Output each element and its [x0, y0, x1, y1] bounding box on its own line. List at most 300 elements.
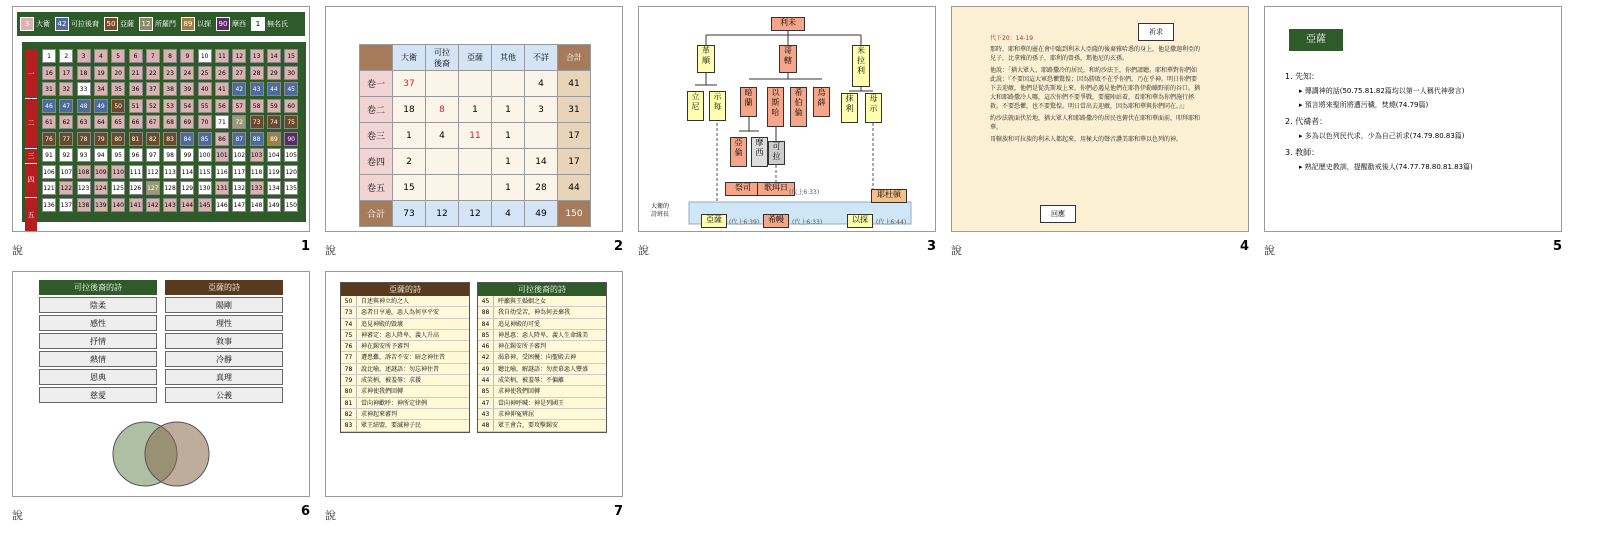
bullet-item: ▸ 多為以色列民代求，少為自己祈求(74.79.80.83篇)	[1299, 132, 1465, 140]
node-mahli: 抹 利	[841, 93, 858, 123]
table-cell: 41	[558, 71, 591, 97]
table-cell	[492, 71, 525, 97]
table-cell: 49	[525, 201, 558, 227]
psalm-cell: 129	[180, 181, 194, 195]
legend-swatch: 12	[139, 17, 153, 31]
legend-label: 無名氏	[267, 20, 288, 28]
psalm-cell: 46	[42, 99, 56, 113]
speaker-notes-icon[interactable]: 說	[12, 509, 23, 522]
psalm-cell: 20	[111, 66, 125, 80]
legend-label: 亞薩	[120, 20, 134, 28]
psalm-cell: 75	[284, 115, 298, 129]
slide-number: 3	[926, 239, 936, 254]
section-heading: 3. 教師：	[1285, 148, 1320, 157]
table-cell: 73	[393, 201, 426, 227]
psalm-cell: 92	[59, 148, 73, 162]
table-header-cell: 不詳	[525, 45, 558, 71]
psalm-cell: 21	[129, 66, 143, 80]
psalm-cell: 143	[163, 198, 177, 212]
psalm-cell: 116	[215, 165, 229, 179]
psalm-cell: 11	[215, 49, 229, 63]
psalm-cell: 24	[180, 66, 194, 80]
trait-item: 冷靜	[165, 351, 283, 367]
slide-5-canvas	[1264, 6, 1562, 232]
psalm-cell: 38	[163, 82, 177, 96]
psalm-cell: 121	[42, 181, 56, 195]
psalm-cell: 144	[180, 198, 194, 212]
table-cell: 150	[558, 201, 591, 227]
psalm-cell: 136	[42, 198, 56, 212]
table-header-cell	[360, 45, 393, 71]
psalm-cell: 149	[267, 198, 281, 212]
psalm-cell: 61	[42, 115, 56, 129]
table-cell	[459, 71, 492, 97]
psalm-cell: 35	[111, 82, 125, 96]
psalm-cell: 69	[180, 115, 194, 129]
psalm-cell: 89	[267, 132, 281, 146]
psalm-cell: 105	[284, 148, 298, 162]
psalm-cell: 132	[232, 181, 246, 195]
psalm-cell: 34	[94, 82, 108, 96]
psalm-cell: 146	[215, 198, 229, 212]
psalm-row: 48 眾王會合，要攻擊錫安	[478, 420, 606, 431]
table-cell: 卷二	[360, 97, 393, 123]
psalm-cell: 32	[59, 82, 73, 96]
psalm-cell: 10	[198, 49, 212, 63]
korah-psalms-column: 可拉後裔的詩 陰柔 感性 抒情 熱情 恩典 慈愛	[39, 280, 157, 403]
table-cell: 1	[492, 175, 525, 201]
psalm-cell: 125	[111, 181, 125, 195]
psalm-row: 76 神在錫安所予審判	[341, 341, 469, 352]
table-cell: 17	[558, 123, 591, 149]
psalm-row: 81 當向神歡呼：神所定律例	[341, 398, 469, 409]
psalm-cell: 22	[146, 66, 160, 80]
psalm-cell: 3	[77, 49, 91, 63]
table-cell: 12	[426, 201, 459, 227]
psalm-cell: 148	[250, 198, 264, 212]
psalm-cell: 74	[267, 115, 281, 129]
psalm-cell: 124	[94, 181, 108, 195]
psalm-cell: 114	[180, 165, 194, 179]
psalm-cell: 135	[284, 181, 298, 195]
psalm-cell: 107	[59, 165, 73, 179]
psalm-cell: 54	[180, 99, 194, 113]
psalm-number-grid	[22, 42, 306, 222]
trait-item: 敘事	[165, 333, 283, 349]
table-cell: 合計	[360, 201, 393, 227]
psalm-cell: 50	[111, 99, 125, 113]
legend-swatch: 1	[251, 17, 265, 31]
trait-item: 理性	[165, 315, 283, 331]
psalm-cell: 48	[77, 99, 91, 113]
book-label: 一	[25, 49, 37, 99]
table-cell: 4	[525, 71, 558, 97]
psalm-cell: 110	[111, 165, 125, 179]
psalm-row: 82 求神起來審判	[341, 409, 469, 420]
table-cell: 4	[492, 201, 525, 227]
psalm-cell: 150	[284, 198, 298, 212]
table-cell: 17	[558, 149, 591, 175]
bullet-item: ▸ 熟記歷史教訓，提醒勸戒後人(74.77.78.80.81.83篇)	[1299, 163, 1473, 171]
table-cell	[459, 175, 492, 201]
table-cell	[525, 123, 558, 149]
psalm-cell: 36	[129, 82, 143, 96]
table-header-cell: 其他	[492, 45, 525, 71]
psalm-cell: 53	[163, 99, 177, 113]
psalm-cell: 102	[232, 148, 246, 162]
psalm-cell: 137	[59, 198, 73, 212]
table-cell: 31	[558, 97, 591, 123]
table-cell: 卷五	[360, 175, 393, 201]
trait-item: 真理	[165, 369, 283, 385]
psalm-cell: 119	[267, 165, 281, 179]
psalm-cell: 39	[180, 82, 194, 96]
psalm-cell: 88	[250, 132, 264, 146]
slide-thumbnail-3[interactable]	[638, 6, 936, 262]
slide-7-canvas	[325, 271, 623, 497]
psalm-cell: 93	[77, 148, 91, 162]
psalm-cell: 126	[129, 181, 143, 195]
psalm-cell: 15	[284, 49, 298, 63]
slide-3-canvas	[638, 6, 936, 232]
psalm-cell: 30	[284, 66, 298, 80]
psalm-cell: 45	[284, 82, 298, 96]
psalm-cell: 7	[146, 49, 160, 63]
psalm-cell: 57	[232, 99, 246, 113]
psalm-cell: 84	[180, 132, 194, 146]
psalm-cell: 41	[215, 82, 229, 96]
legend-label: 所羅門	[155, 20, 176, 28]
psalm-cell: 86	[215, 132, 229, 146]
book-label: 四	[25, 164, 37, 198]
node-jeduthun: 耶杜頓	[871, 189, 907, 203]
table-header-cell: 大衛	[393, 45, 426, 71]
table-cell: 1	[492, 123, 525, 149]
psalm-cell: 6	[129, 49, 143, 63]
psalm-cell: 68	[163, 115, 177, 129]
psalm-cell: 85	[198, 132, 212, 146]
psalm-cell: 73	[250, 115, 264, 129]
legend-swatch: 42	[55, 17, 69, 31]
psalm-row: 80 求神使我們回轉	[341, 386, 469, 397]
section-heading: 2. 代禱者：	[1285, 117, 1328, 126]
speaker-notes-icon[interactable]: 說	[1264, 244, 1275, 257]
psalm-cell: 145	[198, 198, 212, 212]
callout-response: 回應	[1040, 205, 1076, 223]
node-priest: 祭司	[725, 182, 761, 196]
legend-label: 以探	[197, 20, 211, 28]
psalm-cell: 43	[250, 82, 264, 96]
node-ethan: 以探	[847, 214, 873, 228]
psalm-cell: 47	[59, 99, 73, 113]
slide-number: 1	[300, 239, 310, 254]
psalm-row: 45 呼籲與王婚姻之女	[478, 296, 606, 307]
ref-heman: (代上6:33)	[792, 219, 823, 226]
node-kohath: 哥 轄	[779, 45, 797, 73]
psalm-row: 73 惡者日亨通，惡人為何享平安	[341, 307, 469, 318]
psalm-cell: 56	[215, 99, 229, 113]
psalm-row: 85 神恩惠：惡人降卑，義人生命緣美	[478, 330, 606, 341]
psalm-cell: 120	[284, 165, 298, 179]
psalm-cell: 72	[232, 115, 246, 129]
psalm-cell: 58	[250, 99, 264, 113]
psalm-row: 78 說比喻，述謎語：勿忘神往昔	[341, 364, 469, 375]
node-gershon: 革 順	[697, 45, 715, 73]
psalm-cell: 103	[250, 148, 264, 162]
psalm-cell: 33	[77, 82, 91, 96]
psalm-row: 75 神審定：惡人降卑，義人升高	[341, 330, 469, 341]
psalm-cell: 128	[163, 181, 177, 195]
bullet-item: ▸ 預言將來聖所將遭污穢，焚燒(74.79篇)	[1299, 101, 1429, 109]
psalm-cell: 79	[94, 132, 108, 146]
psalm-row: 85 求神使我們回轉	[478, 386, 606, 397]
psalm-cell: 134	[267, 181, 281, 195]
table-cell	[426, 71, 459, 97]
table-cell: 卷四	[360, 149, 393, 175]
ref-asaph: (代上6:39)	[729, 219, 760, 226]
psalm-cell: 78	[77, 132, 91, 146]
slide-number: 4	[1239, 239, 1249, 254]
psalm-cell: 42	[232, 82, 246, 96]
psalm-row: 77 遭患難，訴苦不安：暗念神往昔	[341, 352, 469, 363]
psalm-cell: 122	[59, 181, 73, 195]
trait-item: 公義	[165, 387, 283, 403]
psalm-cell: 113	[163, 165, 177, 179]
slide-4-canvas	[951, 6, 1249, 232]
slide-thumbnail-5[interactable]	[1264, 6, 1562, 262]
psalm-cell: 27	[232, 66, 246, 80]
node-mushi: 母 示	[865, 93, 882, 123]
psalm-cell: 37	[146, 82, 160, 96]
node-asaph: 亞薩	[701, 214, 727, 228]
psalm-cell: 141	[129, 198, 143, 212]
node-aaron: 亞 倫	[730, 137, 747, 167]
scripture-text: 那時，耶和華的靈在會中臨到利未人亞薩的後裔雅哈悉的身上，他是撒迦利亞的兒子，比拿雅的孫子，耶利的曾孫，瑪他尼的玄孫。 他說：「猶大眾人、耶路撒冷的居民，和約沙法王，你們請聽。耶和華對你們如此說：『不要因這大軍恐懼驚惶；因為勝敗不在乎你們，乃在乎神。明日你們要下去迎敵，他們是從洗斯坡上來，你們必遇見他們在耶魯伊勒曠野前的谷口。猶大和耶路撒冷人哪，這次你們不要爭戰，要擺陣站着，看耶和華為你們施行拯救。不要恐懼，也不要驚惶。明日當出去迎敵，因為耶和華與你們同在。』」 約沙法就面伏於地，猶大眾人和耶路撒冷的居民也俯伏在耶和華面前，叩拜耶和華。 哥轄族和可拉族的利未人都起來，用極大的聲音讚美耶和華以色列的神。	[990, 46, 1201, 143]
slide-number: 5	[1552, 239, 1562, 254]
slide-thumbnail-4[interactable]	[951, 6, 1249, 262]
psalm-row: 84 追見神殿的可愛	[478, 319, 606, 330]
slide-thumbnail-6[interactable]	[12, 271, 310, 527]
speaker-notes-icon[interactable]: 說	[325, 244, 336, 257]
node-amram: 暗 蘭	[740, 87, 757, 117]
psalm-cell: 5	[111, 49, 125, 63]
psalm-cell: 98	[163, 148, 177, 162]
psalm-cell: 62	[59, 115, 73, 129]
trait-item: 恩典	[39, 369, 157, 385]
node-merari: 米 拉 利	[852, 45, 870, 87]
section-heading: 1. 先知：	[1285, 72, 1320, 81]
slide-number: 6	[300, 504, 310, 519]
slide-number: 2	[613, 239, 623, 254]
node-moses: 摩 西	[751, 137, 768, 167]
psalm-cell: 106	[42, 165, 56, 179]
slide-6-canvas	[12, 271, 310, 497]
speaker-notes-icon[interactable]: 說	[638, 244, 649, 257]
psalm-row: 42 渴慕神，受困擾：向聖殿去神	[478, 352, 606, 363]
node-korah: 可 拉	[768, 141, 785, 165]
psalm-cell: 109	[94, 165, 108, 179]
ref-kore: (代上6:33)	[789, 189, 820, 196]
legend-swatch: 89	[181, 17, 195, 31]
psalm-row: 79 成笑柄，被羞辱：求援	[341, 375, 469, 386]
speaker-notes-icon[interactable]: 說	[12, 244, 23, 257]
psalm-cell: 140	[111, 198, 125, 212]
legend-label: 可拉後裔	[71, 20, 99, 28]
table-header-cell: 可拉 後裔	[426, 45, 459, 71]
node-hebron: 希 伯 倫	[790, 87, 807, 127]
psalm-cell: 80	[111, 132, 125, 146]
psalm-cell: 133	[250, 181, 264, 195]
table-cell: 2	[393, 149, 426, 175]
psalm-cell: 104	[267, 148, 281, 162]
node-levi: 利未	[771, 17, 805, 31]
psalm-cell: 19	[94, 66, 108, 80]
psalm-cell: 90	[284, 132, 298, 146]
table-cell	[426, 175, 459, 201]
psalm-cell: 51	[129, 99, 143, 113]
node-uzziel: 烏 薛	[813, 87, 830, 117]
trait-item: 抒情	[39, 333, 157, 349]
psalm-cell: 76	[42, 132, 56, 146]
psalm-cell: 123	[77, 181, 91, 195]
psalm-cell: 94	[94, 148, 108, 162]
psalm-cell: 31	[42, 82, 56, 96]
slide-thumbnail-7[interactable]	[325, 271, 623, 527]
book-label: 二	[25, 99, 37, 148]
table-cell: 4	[426, 123, 459, 149]
psalm-row: 47 當向神呼喊：神是列國王	[478, 398, 606, 409]
psalm-cell: 4	[94, 49, 108, 63]
trait-item: 熱情	[39, 351, 157, 367]
speaker-notes-icon[interactable]: 說	[325, 509, 336, 522]
legend-swatch: 90	[216, 17, 230, 31]
choir-leader-label: 大衛的 詩班長	[651, 203, 670, 218]
psalm-cell: 70	[198, 115, 212, 129]
psalm-cell: 71	[215, 115, 229, 129]
psalm-cell: 60	[284, 99, 298, 113]
psalm-cell: 100	[198, 148, 212, 162]
psalm-cell: 117	[232, 165, 246, 179]
psalm-cell: 9	[180, 49, 194, 63]
psalm-row: 44 成笑柄，被羞辱：不偏離	[478, 375, 606, 386]
psalm-cell: 127	[146, 181, 160, 195]
psalm-cell: 44	[267, 82, 281, 96]
psalm-cell: 111	[129, 165, 143, 179]
table-cell: 18	[393, 97, 426, 123]
psalm-cell: 52	[146, 99, 160, 113]
psalm-cell: 138	[77, 198, 91, 212]
table-cell: 44	[558, 175, 591, 201]
table-cell: 37	[393, 71, 426, 97]
psalm-cell: 29	[267, 66, 281, 80]
psalm-cell: 112	[146, 165, 160, 179]
bullet-item: ▸ 傳講神的話(50.75.81.82篇均以第一人稱代神發言)	[1299, 87, 1465, 95]
psalm-row: 74 追見神殿的毀壞	[341, 319, 469, 330]
ref-ethan: (代上6:44)	[876, 219, 907, 226]
psalm-cell: 17	[59, 66, 73, 80]
psalm-cell: 147	[232, 198, 246, 212]
psalm-cell: 108	[77, 165, 91, 179]
legend-label: 大衛	[36, 20, 50, 28]
psalm-cell: 26	[215, 66, 229, 80]
table-cell: 15	[393, 175, 426, 201]
psalm-cell: 13	[250, 49, 264, 63]
asaph-roles-list	[1285, 65, 1555, 172]
psalm-cell: 82	[146, 132, 160, 146]
psalm-row: 46 神在錫安所予審判	[478, 341, 606, 352]
psalm-author-count-table	[359, 44, 591, 227]
psalm-cell: 23	[163, 66, 177, 80]
psalm-cell: 99	[180, 148, 194, 162]
psalm-cell: 96	[129, 148, 143, 162]
table-cell: 卷一	[360, 71, 393, 97]
legend-swatch: 3	[20, 17, 34, 31]
callout-petition: 祈求	[1138, 23, 1174, 41]
asaph-psalm-list: 亞薩的詩 50 自述與神立約之人 73 惡者日亨通，惡人為何享平安 74 追見神殿的毀壞 75 神審定：惡人降卑，義人升高 76 神在錫安所予審判 77 遭患難，訴苦不安：暗念神往昔 78 說比喻，述謎語：勿忘神往昔 79 成笑柄，被羞辱：求援 80 求神使我們回轉 81 當向神歡呼：神所定律例 82 求神起來審判 83 眾王結盟，要滅神子民	[340, 282, 470, 433]
trait-item: 慈愛	[39, 387, 157, 403]
psalm-row: 49 聽比喻，解謎語：勿羨慕惡人豐盛	[478, 364, 606, 375]
psalm-cell: 118	[250, 165, 264, 179]
table-cell: 8	[426, 97, 459, 123]
scripture-reference: 代下20：14-19	[990, 35, 1034, 42]
legend-swatch: 50	[104, 17, 118, 31]
slide-number: 7	[613, 504, 623, 519]
speaker-notes-icon[interactable]: 說	[951, 244, 962, 257]
psalm-cell: 64	[94, 115, 108, 129]
slide-thumbnail-2[interactable]	[325, 6, 623, 262]
node-heman: 希幔	[763, 214, 789, 228]
psalm-cell: 142	[146, 198, 160, 212]
book-label: 五	[25, 198, 37, 232]
psalm-author-legend	[17, 12, 305, 36]
psalm-cell: 59	[267, 99, 281, 113]
psalm-cell: 16	[42, 66, 56, 80]
slide-thumbnail-1[interactable]	[12, 6, 310, 262]
table-cell: 1	[492, 97, 525, 123]
korah-psalm-list: 可拉後裔的詩 45 呼籲與王婚姻之女 88 我自幼受苦，神為何丟棄我 84 追見神殿的可愛 85 神恩惠：惡人降卑，義人生命緣美 46 神在錫安所予審判 42 渴慕神，受困擾：向聖殿去神 49 聽比喻，解謎語：勿羨慕惡人豐盛 44 成笑柄，被羞辱：不偏離 85 求神使我們回轉 47 當向神呼喊：神是列國王 43 求神伸冤辨屈 48 眾王會合，要攻擊錫安	[477, 282, 607, 433]
psalm-cell: 67	[146, 115, 160, 129]
psalm-cell: 65	[111, 115, 125, 129]
psalm-cell: 91	[42, 148, 56, 162]
table-cell: 1	[492, 149, 525, 175]
node-libni: 立 尼	[687, 91, 704, 121]
node-izhar: 以 斯 哈	[767, 87, 784, 127]
slide-title: 亞薩	[1289, 29, 1343, 51]
trait-item: 陰柔	[39, 297, 157, 313]
psalm-cell: 97	[146, 148, 160, 162]
table-cell: 28	[525, 175, 558, 201]
psalm-row: 88 我自幼受苦，神為何丟棄我	[478, 307, 606, 318]
psalm-cell: 55	[198, 99, 212, 113]
psalm-cell: 1	[42, 49, 56, 63]
node-kore: 歌珥日	[757, 182, 795, 196]
psalm-cell: 101	[215, 148, 229, 162]
psalm-cell: 8	[163, 49, 177, 63]
table-cell: 14	[525, 149, 558, 175]
book-sidebar	[25, 49, 37, 232]
psalm-cell: 77	[59, 132, 73, 146]
table-cell	[426, 149, 459, 175]
psalm-cell: 2	[59, 49, 73, 63]
psalm-cell: 63	[77, 115, 91, 129]
slide-1-canvas	[12, 6, 310, 232]
psalm-cell: 12	[232, 49, 246, 63]
table-cell: 卷三	[360, 123, 393, 149]
table-cell	[459, 149, 492, 175]
table-header-cell: 合計	[558, 45, 591, 71]
psalm-cell: 87	[232, 132, 246, 146]
psalm-cell: 49	[94, 99, 108, 113]
